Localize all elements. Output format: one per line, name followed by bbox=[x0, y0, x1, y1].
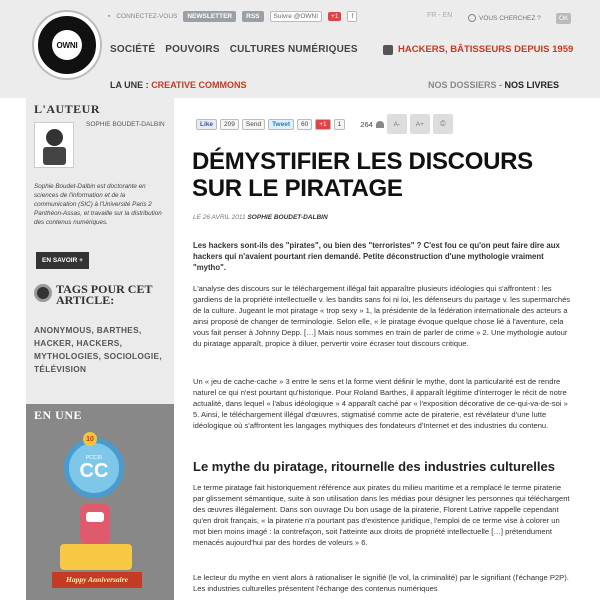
article-paragraph-4: Le lecteur du mythe en vient alors à rationaliser le signifié (le vol, la criminalité) par le signifiant (l'échange P2P). Les industries culturelles présentent l'échange des contenus numériques bbox=[193, 573, 569, 593]
la-une-label: LA UNE : bbox=[110, 80, 149, 90]
cc-badge-illustration[interactable] bbox=[64, 438, 124, 498]
author-bio: Sophie Boudet-Dalbin est doctorante en sciences de l'information et de la communication (SIC) à l'Université Paris 2 Panthéon-Assas, et travaille sur la distribution des contenus numériques. bbox=[34, 183, 162, 226]
tags-header bbox=[34, 284, 156, 306]
dossiers-link[interactable]: NOS DOSSIERS - bbox=[428, 80, 503, 90]
hearts-count: 264 bbox=[360, 119, 373, 129]
article-paragraph-1: L'analyse des discours sur le téléchargement illégal fait apparaître plusieurs idéologies qui s'affrontent : les gardiens de la propriété intellectuelle v. les bandits sans foi ni loi, les défenseurs du partage v. les supermarchés de la culture. Jugeant le mot piratage « trop sexy » 1, la présidente de la fédération internationale des acteurs a ainsi proposé de changer de terminologie. Selon elle, « le piratage évoque quelque chose lié à l'aventure, cela vous fait penser à Johnny Depp. […] Mais nous sommes en train de parler de crime » 2. Une mythologie autour du piratage apparaît, propice à diluer, pervertir voire écraser tout discours critique. bbox=[193, 284, 571, 348]
facebook-like-mini[interactable]: f bbox=[347, 11, 357, 22]
la-une-link[interactable]: CREATIVE COMMONS bbox=[151, 80, 247, 90]
cc-small-label: PCC30 bbox=[85, 455, 103, 461]
connect-link[interactable]: CONNECTEZ-VOUS bbox=[116, 13, 178, 20]
dossiers-nav bbox=[428, 80, 559, 90]
tweet-count: 60 bbox=[297, 119, 312, 130]
anniversary-banner: Happy Anniversaire bbox=[52, 572, 142, 588]
la-une-bar bbox=[110, 80, 247, 90]
like-count: 209 bbox=[220, 119, 239, 130]
tag-icon bbox=[34, 284, 52, 302]
rss-button[interactable]: RSS bbox=[242, 11, 263, 22]
font-smaller-button[interactable]: A- bbox=[387, 114, 407, 134]
facebook-like-button[interactable]: Like bbox=[196, 119, 217, 130]
author-name[interactable]: SOPHIE BOUDET-DALBIN bbox=[86, 121, 165, 128]
nav-cultures-numeriques[interactable]: CULTURES NUMÉRIQUES bbox=[229, 44, 358, 55]
en-savoir-plus-button[interactable]: EN SAVOIR + bbox=[36, 252, 89, 269]
article-paragraph-2: Un « jeu de cache-cache » 3 entre le sens et la forme vient définir le mythe, dont la particularité est de rendre naturel ce qui n'est pourtant qu'historique. Pour Roland Barthes, il apparaît légitime d'interroger le récit de notre actualité, dans lequel « l'abus idéologique » 4 apparaît caché par « l'exposition décorative de ce-qui-va-de-soi » 5. Ainsi, le téléchargement illégal d'œuvres, stigmatisé comme acte de piraterie, est révélateur d'une lutte idéologique où s'affrontent les langages mythiques des fondateurs d'Internet et des industries du contenu. bbox=[193, 377, 568, 430]
tweet-button[interactable]: Tweet bbox=[268, 119, 294, 130]
language-switch[interactable]: FR - EN bbox=[427, 12, 453, 19]
author-title: L'AUTEUR bbox=[34, 102, 101, 116]
tags-list[interactable]: ANONYMOUS, BARTHES, HACKER, HACKERS, MYTHOLOGIES, SOCIOLOGIE, TÉLÉVISION bbox=[34, 325, 162, 374]
avatar-head bbox=[46, 129, 63, 146]
search-input[interactable] bbox=[479, 11, 553, 25]
article-paragraph-3: Le terme piratage fait historiquement référence aux pirates du milieu maritime et a remplacé le terme piraterie par glissement sémantique, suite à son utilisation dans les médias pour désigner les personnes qui téléchargent des œuvres illégalement. Dans son ouvrage Du bon usage de la piraterie, Florent Latrive rappelle cependant qu'en droit français, « la piraterie n'a pourtant pas d'existence juridique, l'emploi de ce terme vise à colorer un mot bien moins imagé : la contrefaçon, soit l'atteinte aux droits de propriété intellectuelle […] prétendument menacés aujourd'hui par des hordes de voleurs » 6. bbox=[193, 483, 570, 547]
print-icon[interactable]: ⎙ bbox=[433, 114, 453, 134]
robot-illustration bbox=[80, 504, 110, 544]
article-title: DÉMYSTIFIER LES DISCOURS SUR LE PIRATAGE bbox=[192, 148, 533, 202]
user-icon: ▪ bbox=[108, 13, 111, 20]
tags-title: TAGS POUR CET ARTICLE: bbox=[56, 282, 153, 307]
font-larger-button[interactable]: A+ bbox=[410, 114, 430, 134]
article-author-link[interactable]: SOPHIE BOUDET-DALBIN bbox=[247, 214, 328, 221]
en-une-title: EN UNE bbox=[34, 408, 83, 422]
heart-icon[interactable] bbox=[376, 121, 384, 128]
send-button[interactable]: Send bbox=[242, 119, 265, 130]
hackers-promo-link[interactable] bbox=[383, 44, 573, 55]
gplus-share-button[interactable]: +1 bbox=[315, 119, 330, 130]
anniversary-ten-badge: 10 bbox=[83, 432, 97, 446]
search-ok-button[interactable]: OK bbox=[556, 13, 571, 24]
book-icon bbox=[383, 45, 393, 55]
utility-bar bbox=[108, 11, 357, 22]
article-meta bbox=[193, 214, 328, 221]
article-date: LE 26 AVRIL 2011 bbox=[193, 214, 246, 221]
cc-big-label: CC bbox=[79, 460, 109, 482]
article-subheading: Le mythe du piratage, ritournelle des industries culturelles bbox=[193, 459, 555, 474]
nav-societe[interactable]: SOCIÉTÉ bbox=[110, 44, 156, 55]
logo-inner bbox=[52, 30, 82, 60]
en-une-panel bbox=[26, 404, 174, 600]
avatar-body bbox=[43, 147, 66, 165]
article-lead: Les hackers sont-ils des "pirates", ou bien des "terroristes" ? C'est fou ce qu'on peut faire dire aux hackers qui n'avaient pourtant rien demandé. Petite déconstruction d'une mythologie vraiment "mytho". bbox=[193, 241, 560, 272]
search-box bbox=[468, 11, 571, 25]
sidebar bbox=[26, 98, 174, 600]
logo-text: OWNI bbox=[56, 40, 78, 50]
livres-link[interactable]: NOS LIVRES bbox=[504, 80, 560, 90]
robot-face bbox=[86, 512, 104, 522]
author-avatar[interactable] bbox=[34, 122, 74, 168]
share-bar bbox=[196, 114, 453, 134]
search-icon bbox=[468, 14, 476, 22]
cake-illustration bbox=[60, 544, 132, 570]
promo-label: HACKERS, BÂTISSEURS DEPUIS 1959 bbox=[398, 44, 574, 55]
owni-logo[interactable] bbox=[34, 12, 100, 78]
main-nav bbox=[110, 44, 358, 55]
gplus-button[interactable]: +1 bbox=[328, 12, 341, 21]
gplus-count: 1 bbox=[334, 119, 346, 130]
follow-twitter-button[interactable]: Suivre @OWNI bbox=[270, 11, 323, 22]
newsletter-button[interactable]: NEWSLETTER bbox=[183, 11, 236, 22]
nav-pouvoirs[interactable]: POUVOIRS bbox=[165, 44, 220, 55]
